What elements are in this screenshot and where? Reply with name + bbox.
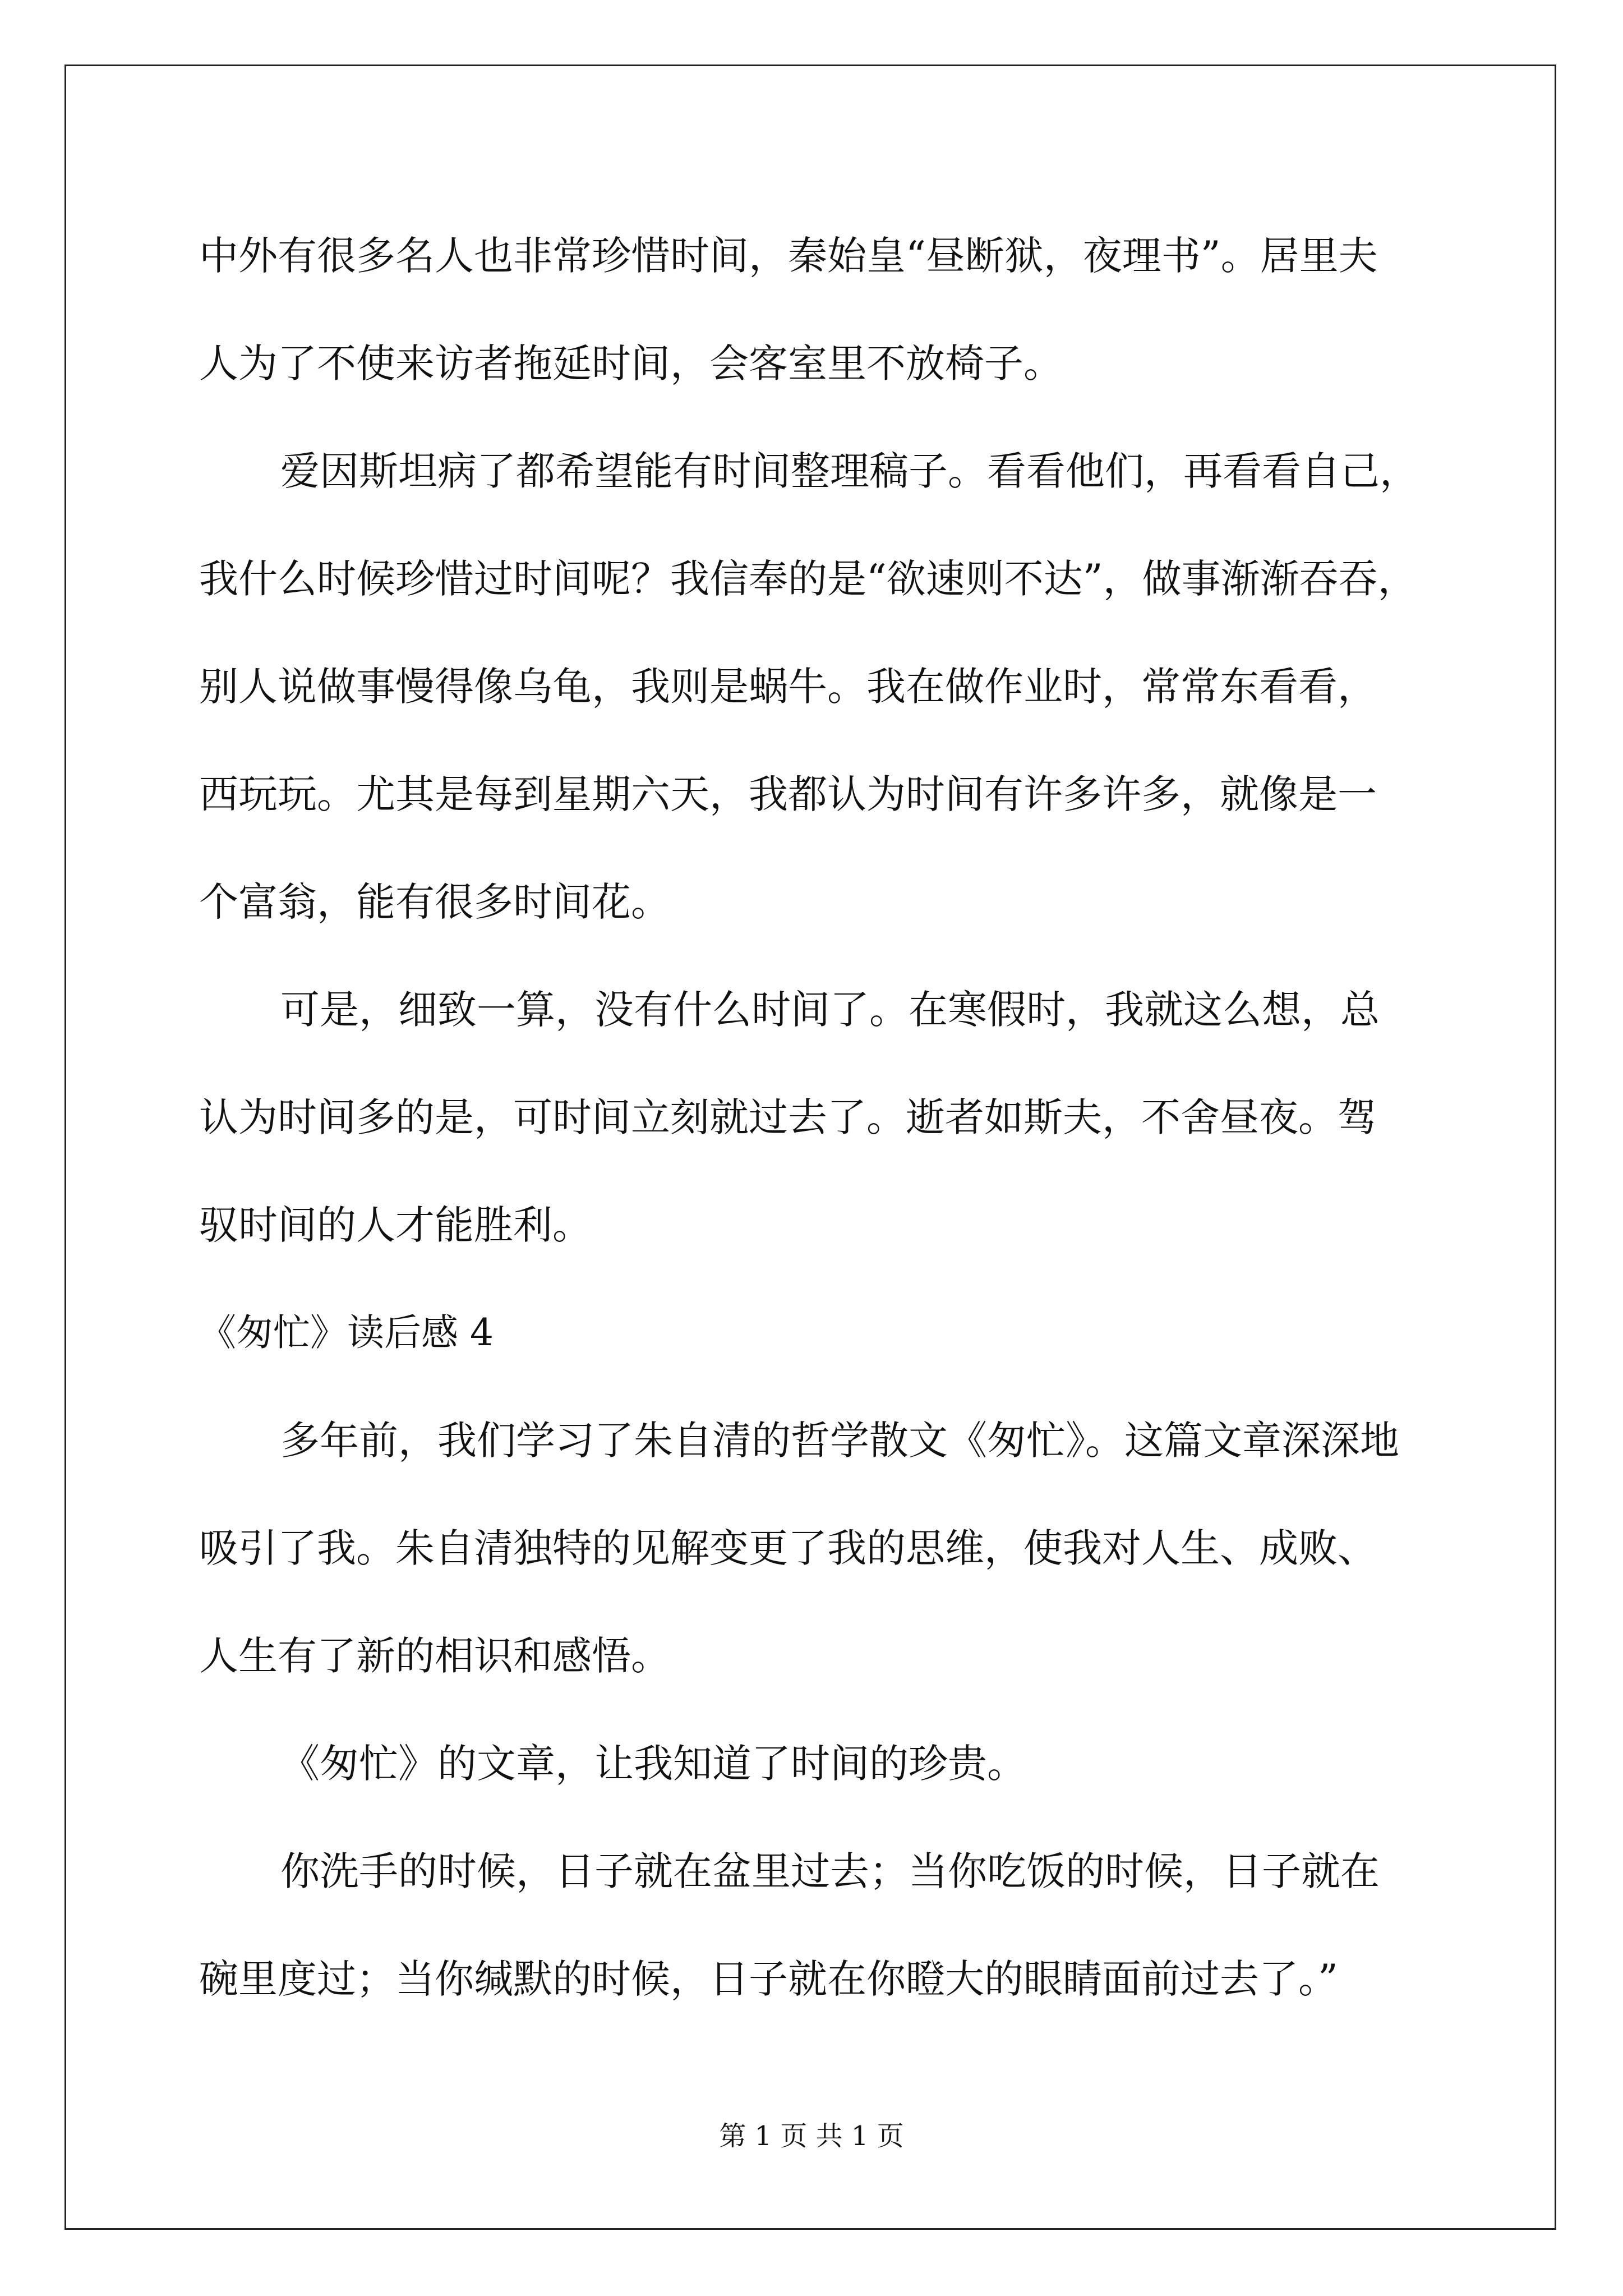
section-heading: 《匆忙》读后感 4 bbox=[199, 1311, 494, 1354]
text-line: 认为时间多的是，可时间立刻就过去了。逝者如斯夫，不舍昼夜。驾 bbox=[199, 1094, 1377, 1140]
text-line: 多年前，我们学习了朱自清的哲学散文《匆忙》。这篇文章深深地 bbox=[280, 1418, 1399, 1464]
text-line: 你洗手的时候，日子就在盆里过去；当你吃饭的时候，日子就在 bbox=[280, 1848, 1380, 1894]
text-line: 个富翁，能有很多时间花。 bbox=[199, 879, 670, 925]
text-line: 碗里度过；当你缄默的时候，日子就在你瞪大的眼睛面前过去了。” bbox=[199, 1956, 1338, 2002]
text-line: 驭时间的人才能胜利。 bbox=[199, 1202, 592, 1248]
text-line: 人为了不使来访者拖延时间，会客室里不放椅子。 bbox=[199, 341, 1063, 386]
text-line: 别人说做事慢得像乌龟，我则是蜗牛。我在做作业时，常常东看看， bbox=[199, 664, 1377, 710]
document-body bbox=[199, 202, 1433, 2033]
page-footer: 第 1 页 共 1 页 bbox=[719, 2120, 904, 2152]
text-line: 《匆忙》的文章，让我知道了时间的珍贵。 bbox=[280, 1741, 1026, 1787]
text-line: 爱因斯坦病了都希望能有时间整理稿子。看看他们，再看看自己， bbox=[280, 448, 1419, 494]
text-line: 中外有很多名人也非常珍惜时间，秦始皇“昼断狱，夜理书”。居里夫 bbox=[199, 233, 1378, 279]
text-line: 可是，细致一算，没有什么时间了。在寒假时，我就这么想，总 bbox=[280, 987, 1380, 1033]
text-line: 吸引了我。朱自清独特的见解变更了我的思维，使我对人生、成败、 bbox=[199, 1525, 1377, 1571]
text-line: 我什么时候珍惜过时间呢？我信奉的是“欲速则不达”，做事渐渐吞吞， bbox=[199, 556, 1417, 602]
text-line: 人生有了新的相识和感悟。 bbox=[199, 1633, 670, 1679]
text-line: 西玩玩。尤其是每到星期六天，我都认为时间有许多许多，就像是一 bbox=[199, 771, 1377, 817]
